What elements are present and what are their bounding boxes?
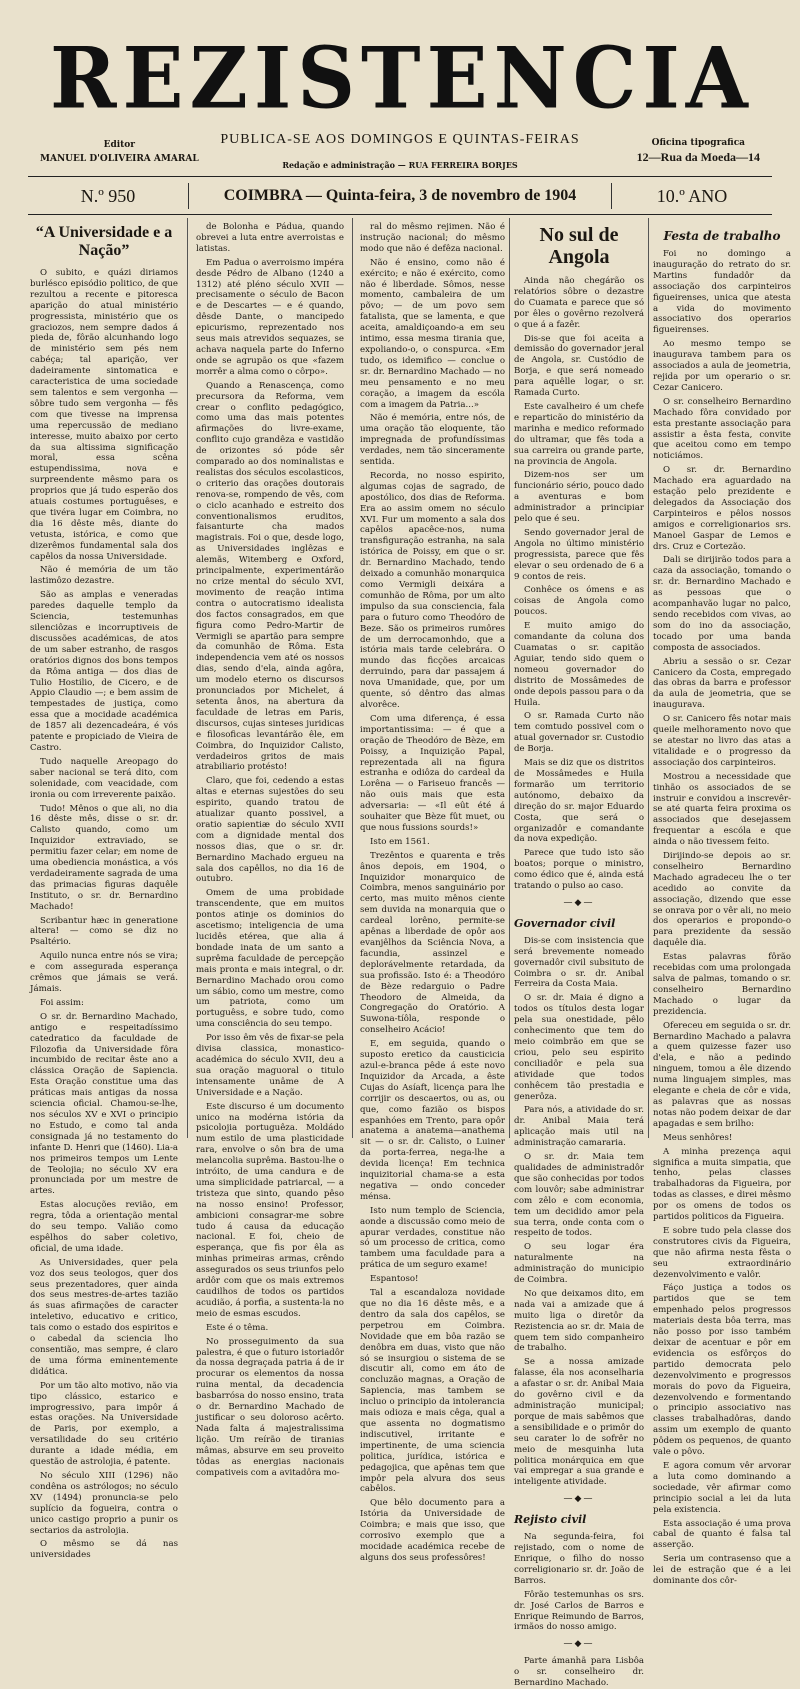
- info-bar: [28, 180, 772, 212]
- paragraph: Este discurso é um documento unico na modérna istória da psicolojia portuguêza. Moldádo num estilo de uma plasticidade rara, envolve o sôn bra de uma melancolia suprêma. Bastou-lhe o intróito, de uma candura e de uma simplicidade patriarcal, — a tristeza que sinto, quando pêso na nosso ensino! Professor, ambicioni consagrar-me sobre tudo á causa da educação nacional. E foi, cheio de esperança, que fis por êla as minhas primeiras armas, crêndo assegurados os seus triunfos pelo ardôr com que os mais extremos caudilhos de todos os partidos acudião, á porfia, a sustenta-la no meio de esmas escudos.: [196, 1101, 344, 1319]
- paragraph: Seria um contrasenso que a lei de estração que é a lei dominante dos côr-: [653, 1554, 791, 1587]
- paragraph: Parece que tudo isto são boatos; porque o ministro, como édico que é, ainda está tratando o pulso ao caso.: [514, 848, 644, 892]
- paragraph: Foi no domingo a inauguração do retrato do sr. Martins fundadôr da associação dos carpinteiros figueirenses, unica que atesta a vida do movimento associativo dos operarios figueirenses.: [653, 249, 791, 336]
- office-block: [637, 136, 760, 164]
- paragraph: de Bolonha e Pádua, quando obrevei a luta entre averroistas e latistas.: [196, 222, 344, 254]
- paragraph: No século XIII (1296) não condêna os astrólogos; no século XV (1494) pronuncia-se pelo suplício da fogueira, contra o unico castigo proprio a punir os sectarios da astrolojia.: [30, 1470, 178, 1536]
- paragraph: Por isso êm vês de fixar-se pela divisa classica, monastico-académica do século XVII, deu a sua oração maguoral o titulo intensamente unâme de A Universidade e a Nação.: [196, 1033, 344, 1098]
- column-3: [360, 222, 505, 1563]
- paragraph: Não é memória de um tão lastimôzo dezastre.: [30, 565, 178, 587]
- paragraph: Dizem-nos ser um funcionário sério, pouco dado a aventuras e bom administrador a principiar pelo que é seu.: [514, 470, 644, 525]
- masthead-subtitle: PUBLICA-SE AOS DOMINGOS E QUINTAS-FEIRAS: [220, 132, 580, 147]
- editor-label: Editor: [103, 140, 136, 150]
- paragraph: Dis-se com insistencia que será brevemente nomeado governadôr civil subsituto de Coimbra o sr. dr. Anibal Ferreira da Costa Maia.: [514, 935, 644, 990]
- paragraph: Este cavalheiro é um chefe e reparticão do ministério da marinha e medico reformado do ultramar, que fês toda a sua carreira ou grande parte, na provincia de Angola.: [514, 401, 644, 467]
- paragraph: O sr. dr. Bernardino Machado, antigo e respeitadíssimo catedratico da faculdade de Filozofia da Universidade fôra incumbido de recitar êste ano a clássica Oração de Sapiencia. Esta Oração constitue uma das práticas mais antigas da nossa sciencia oficial. Chamou-se-lhe, nos séculos XV e XVI o principio no Estudo, e como tal anda consignada já no testamento do infante D. Henri que (1460). Lia-a nos primeiros tempos um Lente de Teolojia; no século XV era pronunciada por um mestre de artes.: [30, 1011, 178, 1197]
- paragraph: Conhêce os ómens e as coisas de Angola como poucos.: [514, 585, 644, 618]
- paragraph: Não é ensino, como não é exército; e não é exército, como não é liberdade. Sômos, nesse momento, cambaleira de um põvo; — de um povo sem fatalista, que se lamenta, e que aceita, amaldiçoando-a em seu intimo, essa mesma tirania que, expoliando-o, o conspurca. «Em tudo, os idemifico — conclue o sr. dr. Bernardino Machado — no meu pensamento e no meu coração, a imagem da escóla com a imagem da Patria...»: [360, 257, 505, 410]
- paragraph: Não é memória, entre nós, de uma oração tão eloquente, tão impregnada de profundíssimas verdades, nem tão sinceramente sentida.: [360, 413, 505, 468]
- paragraph: O subito, e quázi diriamos burlésco episódio politico, de que rezultou a recente e pitoresca aparição do atual ministério progressista, ministério que os graciozos, nem sempre dados á pieda de, fôrão alcunhando logo de ministério sem pés nem cabéça; tal aparição, ver dadeiramente sintomatica e caracteristica de uma sociedade sem talentos e sem vergonha — sôbre tudo sem vergonha — fês com que tivesse na imprensa uma repercussão de mediano interesse, muito abaixo por certo da sua altissima significação moral, essa scêna estupendissima, nova e surpreendente mêsmo para os proprios que já tudo esperão dos atuais costumes portuguêses, e que tivéra lugar em Coimbra, no dia 16 dêste mês, diante do vetusta, istórica, e como que dizerêmos fundamental sala dos capêlos da nossa Universidade.: [30, 268, 178, 562]
- paragraph: O sr. dr. Bernardino Machado era aguardado na estação pelo prezidente e delegados da Associação dos Carpinteiros e pêlos nossos amigos e correligionarios srs. Manoel Gaspar de Lemos e drs. Cruz e Cortezão.: [653, 465, 791, 552]
- editor-block: [40, 138, 199, 166]
- paragraph: Sendo governador jeral de Angola no último ministério progressista, parece que fês elevar o seu ordenado de 6 a 9 contos de reis.: [514, 527, 644, 582]
- paragraph: Esta associação é uma prova cabal de quanto é falsa tal asserção.: [653, 1518, 791, 1551]
- paragraph: Mostrou a necessidade que tinhão os associados de se instruir e convidou a inscrevêr-se até quarta feira proxima os associados que desejassem frequentar a escóla e que ainda o não tivessem feito.: [653, 771, 791, 848]
- redacao-line: Redação e administração — RUA FERREIRA BORJES: [282, 160, 518, 170]
- rule-bottom: [28, 214, 772, 215]
- column-divider: [648, 218, 649, 1138]
- section-separator: —◆—: [563, 897, 595, 908]
- section-separator: —◆—: [563, 1494, 595, 1505]
- masthead-title: REZISTENCIA: [50, 28, 754, 128]
- paragraph: Claro, que foi, cedendo a estas altas e eternas sujestões do seu espirito, quando tratou de atualizar quanto possivel, a oratio sapientiæ do século XVII com a dignidade mental dos nossos dias, que o sr. dr. Bernardino Machado ergueu na sala dos capêllos, no dia 16 de outubro.: [196, 776, 344, 885]
- paragraph: A minha prezença aqui significa a muita simpatia, que tenho, pelas classes trabalhadoras da Figueira, por todas as classes, e direi mêsmo por os omens de todos os partidos politicos da Figueira.: [653, 1146, 791, 1223]
- column-1: [30, 222, 178, 1561]
- paragraph: O mêsmo se dá nas universidades: [30, 1539, 178, 1561]
- issue-year: 10.º ANO: [656, 185, 728, 206]
- paragraph: Ao mesmo tempo se inaugurava tambem para os associados a aula de jeometria, rejida por um operario o sr. Cezar Canicero.: [653, 339, 791, 393]
- paragraph: Fôrão testemunhas os srs. dr. José Carlos de Barros e Enrique Reimundo de Barros, irmãos do nosso amigo.: [514, 1589, 644, 1633]
- paragraph: Omem de uma probidade transcendente, que em muitos pontos atinje os dominios do ascetismo; inteligencia de uma lucidês etérea, que alia á bondade inata de um santo a suprêma faculdade de percepção mais pronta e mais integral, o dr. Bernardino Machado orou como um sábio, como um mestre, como um patriota, como um portuguêss, e sobre tudo, como uma consciência do seu tempo.: [196, 888, 344, 1030]
- paragraph: O sr. conselheiro Bernardino Machado fôra convidado por esta prestante associação para assistir a êsta festa, convite que aceitou como em tempo noticiámos.: [653, 396, 791, 462]
- paragraph: O seu logar éra naturalmente na administração do municipio de Coimbra.: [514, 1242, 644, 1286]
- paragraph: E, em seguida, quando o suposto eretico da causticicia azul-e-branca pêde á este novo Inquizidor da Arcada, a êste Cujas do Asíaft, licença para lhe corrijir os descaertos, ou as, ou que, como fazião os bispos espanhóes em Trento, para opôr anatema a anatema—anathema sit — o sr. dr. Calisto, o Luiner da porta-ferrea, nega-lhe a devida licença! Em technica inquizitorial chama-se a esta negativa — ondo conceder ménsa.: [360, 1039, 505, 1202]
- office-address: 12—Rua da Moeda—14: [636, 150, 760, 164]
- paragraph: Ainda não chegárão os relatórios sôbre o dezastre do Cuamata e parece que só por êles o govêrno rezolverá o que á a fazêr.: [514, 276, 644, 330]
- paragraph: Se a nossa amizade falasse, éla nos aconselharia a afastar o sr. dr. Anibal Maia do govêrno civil e da administração municipal; porque de mais sabêmos que a sensibilidade e o primôr do seu carater lo de sofrêr no meio de mesquinha luta politica monárquica em que vai empregar a sua grande e inteligente atividade.: [514, 1357, 644, 1488]
- column-divider: [187, 218, 188, 1138]
- paragraph: No que deixamos dito, em nada vai a amizade que á muito liga o diretôr da Rezistencia ao sr. dr. Maia de quem tem sido companheiro de trabalho.: [514, 1288, 644, 1354]
- paragraph: Foi assim:: [40, 997, 84, 1008]
- paragraph: Tudo! Mênos o que ali, no dia 16 dêste mês, disse o sr. dr. Calisto quando, como um Inquizidor extraviado, se permitiu fazer celar; em nome de uma obediencia monástica, a vós verdadeiramente sagrada de uma das primacias figuras daquêle Instituto, o sr. dr. Bernardino Machado!: [30, 803, 178, 912]
- paragraph: Scribantur hæc in generatione altera! — como se diz no Psaltério.: [30, 915, 178, 948]
- paragraph: Isto num templo de Sciencia, aonde a discussão como meio de apurar verdades, constitue não só um processo de critica, como tambem uma faculdade para a prática de um seguro exame!: [360, 1205, 505, 1271]
- paragraph: ral do mêsmo rejimen. Não é instrução nacional; do mêsmo modo que não é defêza nacional.: [360, 222, 505, 254]
- paragraph: Recorda, no nosso espirito, algumas cojas de sagrado, de apostólico, dos dias de Reforma. Era ao assim omem no século XVI. Fur um momento a sala dos capêlos apacêce-nos, numa transfiguração estranha, na sala istórica de Poissy, em que o sr. dr. Bernardino Machado, tendo deixado a comunhão monarquica como Vermigli deixára a comunhão de Rôma, por um alto impulso da sua consciencia, fala para o futuro como Theodóro de Beze. São os primeiros rumôres de um derrocamonhdo, que a istória mais tarde celebrára. O mundo das ficções arcaicas derruindo, para dar passajem á nova Umanidade, que, por um quente, só dêntro das almas alvorêce.: [360, 470, 505, 710]
- paragraph: O sr. dr. Maia é digno a todos os títulos desta logar pela sua onestidade, pêlo conhecimento que tem do meio coimbrão em que se criou, pelo seu espirito conciliadôr e pela sua atividade que todos conhêcem tão prestadia e generôza.: [514, 993, 644, 1102]
- paragraph: Isto em 1561.: [370, 836, 430, 847]
- article-headline: No sul de Angola: [539, 224, 619, 268]
- paragraph: Estas alocuções revião, em regra, tôda a orientação mental do seu tempo. Valião como espêlhos do saber coletivo, oficial, de uma idade.: [30, 1200, 178, 1254]
- paragraph: E sobre tudo pela classe dos construtores civis da Figueira, que não afirma nesta fêsta o seu extraordinário dezenvolvimento e valôr.: [653, 1225, 791, 1280]
- column-5: [653, 222, 791, 1587]
- paragraph: Mais se diz que os distritos de Mossâmedes e Huila formarão um territorio autónomo, debaixo da direção do sr. major Eduardo Costa, que será o organizadôr e comandante da nova expedição.: [514, 758, 644, 845]
- paragraph: E agora comum vêr arvorar a luta como dominando a sociedade, vêr afirmar como principio social a lei da luta pela existencia.: [653, 1460, 791, 1515]
- column-2: [196, 222, 344, 1478]
- section-separator: —◆—: [563, 1639, 595, 1650]
- paragraph: São as amplas e veneradas paredes daquelle templo da Sciencia, testemunhas silenciôzas e incorruptiveis de discussões académicas, de atos de um saber estranho, de rasgos oratórios dignos dos bons tempos da Rôma antiga — dos dias de Tulio Hostilio, de Cicero, e de Appio Claudio —; e bem assim de tempestades de justiça, como essa que a mocidade académica de 1857 ali dezencadeára, é vós patente e propiciado de Vieira de Castro.: [30, 590, 178, 753]
- paragraph: Este é o têma.: [206, 1322, 269, 1333]
- paragraph: Trezêntos e quarenta e três ânos depois, em 1904, o Inquizidor monarquico de Coimbra, menos sanguinário por certo, mas muito mênos ciente sem duvida na monarquia que o cardeal lorêno, permite-se apênas a liberdade de opôr aos evanjêlhos da Sciência Nova, a facundia, assinzel e deplorávelmente retardada, da sua profissão. Isto é: a Theodóro de Bèze redarguio o Padre Theodoro de Almeida, da Congregação do Oratório. A Suwona-tíôla, responde o conselheiro Acácio!: [360, 850, 505, 1036]
- column-divider: [352, 218, 353, 1138]
- paragraph: O sr. dr. Maia tem qualidades de administradôr que são conhecidas por todos com louvôr; sabe administrar com zêlo e com economia, tem um decidido amor pela sua terra, onde conta com o respeito de todos.: [514, 1152, 644, 1239]
- paragraph: Meus senhôres!: [663, 1132, 733, 1143]
- column-4: [514, 222, 644, 1689]
- rule-top: [28, 176, 772, 177]
- paragraph: Que bêlo documento para a Istória da Universidade de Coimbra; e mais que isso, que corrosivo exemplo que a mocidade académica recebe de alguns dos seus professôres!: [360, 1498, 505, 1563]
- paragraph: Ofereceu em seguida o sr. dr. Bernardino Machado a palavra a quem quizesse fazer uso d'ela, e não a pedindo ninguem, tomou a êle dizendo numa linguajem simples, mas elegante e cheia de côr e vida, as palavras que as nossas notas não podem deixar de dar apagadas e sem brilho:: [653, 1020, 791, 1129]
- paragraph: Espantoso!: [370, 1274, 419, 1285]
- paragraph: As Universidades, quer pela voz dos seus teologos, quer dos seus prezentadores, quer ainda dos seus mestres-de-artes tazião ás suas afirmações de caracter inteletivo, educativo e critico, tais como o estado dos espiritos e o cabedal da sciencia lho consentião, mas sempre, é claro de uma fórma eminentemente didática.: [30, 1257, 178, 1377]
- editor-name: MANUEL D'OLIVEIRA AMARAL: [40, 154, 199, 164]
- article-headline: “A Universidade e a Nação”: [35, 224, 173, 259]
- paragraph: No prosseguimento da sua palestra, é que o futuro istoriadôr da nossa degraçada patria á de ir procurar os elementos da nossa ruina mental, da decadencia basbarrósa do nosso ensino, trata o dr. Bernardino Machado de justificar o seu doloroso acêrto. Nada falta á majestralissima lição. Um reírão de tiranias mâmas, absurve em seu proveito tôdas as energias nacionais compativeis com a avitadôra mo-: [196, 1336, 344, 1478]
- paragraph: Fáço justiça a todos os partidos que se tem empenhado pelos progressos materiais desta bôa terra, mas não posso por isso também deixar de acentuar e pôr em evidencia os esfôrços do partido democrata pelo dezenvolvimento e progressos morais do povo da Figueira, dezenvolvendo e formentando o principio associativo nas classes trabalhadôras, dando assim um exemplo de quanto pôdem os pequenos, de quanto vale o pôvo.: [653, 1283, 791, 1458]
- paragraph: Dali se dirijirão todos para a caza da associação, tomando o sr. dr. Bernardino Machado e as pessoas que o acompanhavão lugar no palco, sendo recebidos com vivas, ao som do ino da associação, tocado por uma banda composta de associados.: [653, 555, 791, 653]
- paragraph: Dirijindo-se depois ao sr. conselheiro Bernardino Machado agradeceu lhe o ter acedido ao convite da associação, dizendo que esse se onrava por o vêr ali, no meio dos operarios e propondo-o para prezidente da sessão daquêle dia.: [653, 851, 791, 949]
- paragraph: Tal a escandaloza novidade que no dia 16 dêste mês, e a dentro da sala dos capêlos, se perpetrou em Coimbra. Novidade que em bôa razão se denôbra em duas, visto que não só se insurgiou o sistema de se discutir ali, como em áto de concluzão magnas, a Oração de Sapiencia, mas tambem se incluo o principio da intolerancia mais odioza e mais cêga, qual a que assenta no dogmatismo indiscutivel, irritante e impertinente, de uma sciencia politica, jurídica, istórica e pedagojica, que apênas tem que impôr pela alvura dos seus cabêlos.: [360, 1288, 505, 1495]
- paragraph: O sr. Ramada Curto não tem comtudo possivel com o atual governador sr. Custodio de Borja.: [514, 711, 644, 755]
- paragraph: O sr. Canicero fês notar mais queile melhoramento novo que se atestar no livro das atas a vitalidade e o progresso da associação dos carpinteiros.: [653, 714, 791, 768]
- paragraph: Com uma diferença, é essa importantissima: — é que a oração de Theodóro de Bèze, em Poissy, a Inquizição Papal, reprezentada ali na figura estranha e odiôza do cardeal da Lorêna — o Fariseuo francês — não ouis mais que esta adversaria: — «Il eût été á souhaiter que Bèze fût muet, ou que nous fussions sourds!»: [360, 713, 505, 833]
- paragraph: Aquilo nunca entre nós se vira; e com assegurada esperança crêmos que jámais se verá. Jámais.: [30, 951, 178, 994]
- paragraph: Estas palavras fôrão recebidas com uma prolongada salva de palmas, tomando o sr. conselheiro Bernardino Machado o lugar da prezidencia.: [653, 952, 791, 1017]
- paragraph: Em Padua o averroismo impéra desde Pédro de Albano (1240 a 1312) até pléno século XVII — precisamente o século de Bacon e de Descartes — e é quando, dêsde Dante, o mancipedo epicurismo, reprezentado nos seus mais atrevidos sequazes, se achava naquela parte do Inferno onde se agrupão os que «fazem morrêr a alma como o côrpo».: [196, 257, 344, 377]
- paragraph: Tudo naquelle Areopago do saber nacional se terá dito, com solenidade, com veacidade, com ironia ou com irreverente paixão.: [30, 756, 178, 800]
- paragraph: Quando a Renascença, como precursora da Reforma, vem crear o conflito pedagógico, como uma das mais potentes afirmações do livre-exame, conflito cujo grandêza e vastidão de orizontes só póde sêr comparado ao dos nominalistas e realistas dos séculos escolasticos, o criterio das orações doutorais renova-se, rompendo de vês, com o ciclo acanhado e estreito dos conventionalismos eruditos, faisanturte cha mados magistrais. Foi o que, desde logo, as Universidades inglêzas e alemãs, Witemberg e Oxford, principalmente, experimentárão no crize mental do século XVI, movimento de reação intima contra o autocratismo idealista dos factos consagrados, em que figura como Pedro-Martir de Vermigli se apartão para sempre da comunhão de Rôma. Esta independencia vem até os nossos dias, sendo d'ela, ainda agôra, um modelo eterno os discursos pronunciados por Michelet, á setenta ânos, na abertura da faculdade de letras em Paris, discursos, cujas sinteses juridicas e filosoficas levantárão êle, em Coimbra, do Inquizidor Calisto, verdadeiros gritos de mais atrabiliario protésto!: [196, 380, 344, 773]
- issue-number: N.º 950: [80, 185, 136, 206]
- paragraph: Abriu a sessão o sr. Cezar Canicero da Costa, empregado das obras da barra e professor da aula de jeometria, que se inaugurava.: [653, 656, 791, 711]
- office-label: Oficina tipografica: [651, 138, 746, 148]
- paragraph: Por um tão alto motivo, não via tipo clássico, estarico e improgressivo, para impôr á estas orações. Na Universidade de Paris, por exemplo, a versatilidade do seu critério durante a idade média, em questão de astrolojia, é patente.: [30, 1380, 178, 1468]
- paragraph: Dis-se que foi aceita a demissão do governador jeral de Angola, sr. Custódio de Borja, e que será nomeado para aquêlle logar, o sr. Ramada Curto.: [514, 333, 644, 399]
- section-title: Governador civil: [514, 916, 616, 930]
- article-headline: Festa de trabalho: [663, 229, 781, 243]
- column-divider: [509, 218, 510, 1138]
- paragraph: E muito amigo do comandante da coluna dos Cuamatas o sr. capitão Aguiar, tendo sido quem o nomeou governador do distrito de Mossâmedes de onde depois passou para o da Huila.: [514, 621, 644, 708]
- paragraph: Na segunda-feira, foi rejistado, com o nome de Enrique, o filho do nosso correligionario sr. dr. João de Barros.: [514, 1532, 644, 1586]
- section-title: Rejisto civil: [514, 1513, 587, 1527]
- paragraph: Para nós, a atividade do sr. dr. Anibal Maia terá aplicação mais util na administração camararia.: [514, 1105, 644, 1149]
- issue-date: COIMBRA — Quinta-feira, 3 de novembro de 1904: [188, 183, 612, 209]
- paragraph: Parte ámanhã para Lisbôa o sr. conselheiro dr. Bernardino Machado.: [514, 1656, 644, 1689]
